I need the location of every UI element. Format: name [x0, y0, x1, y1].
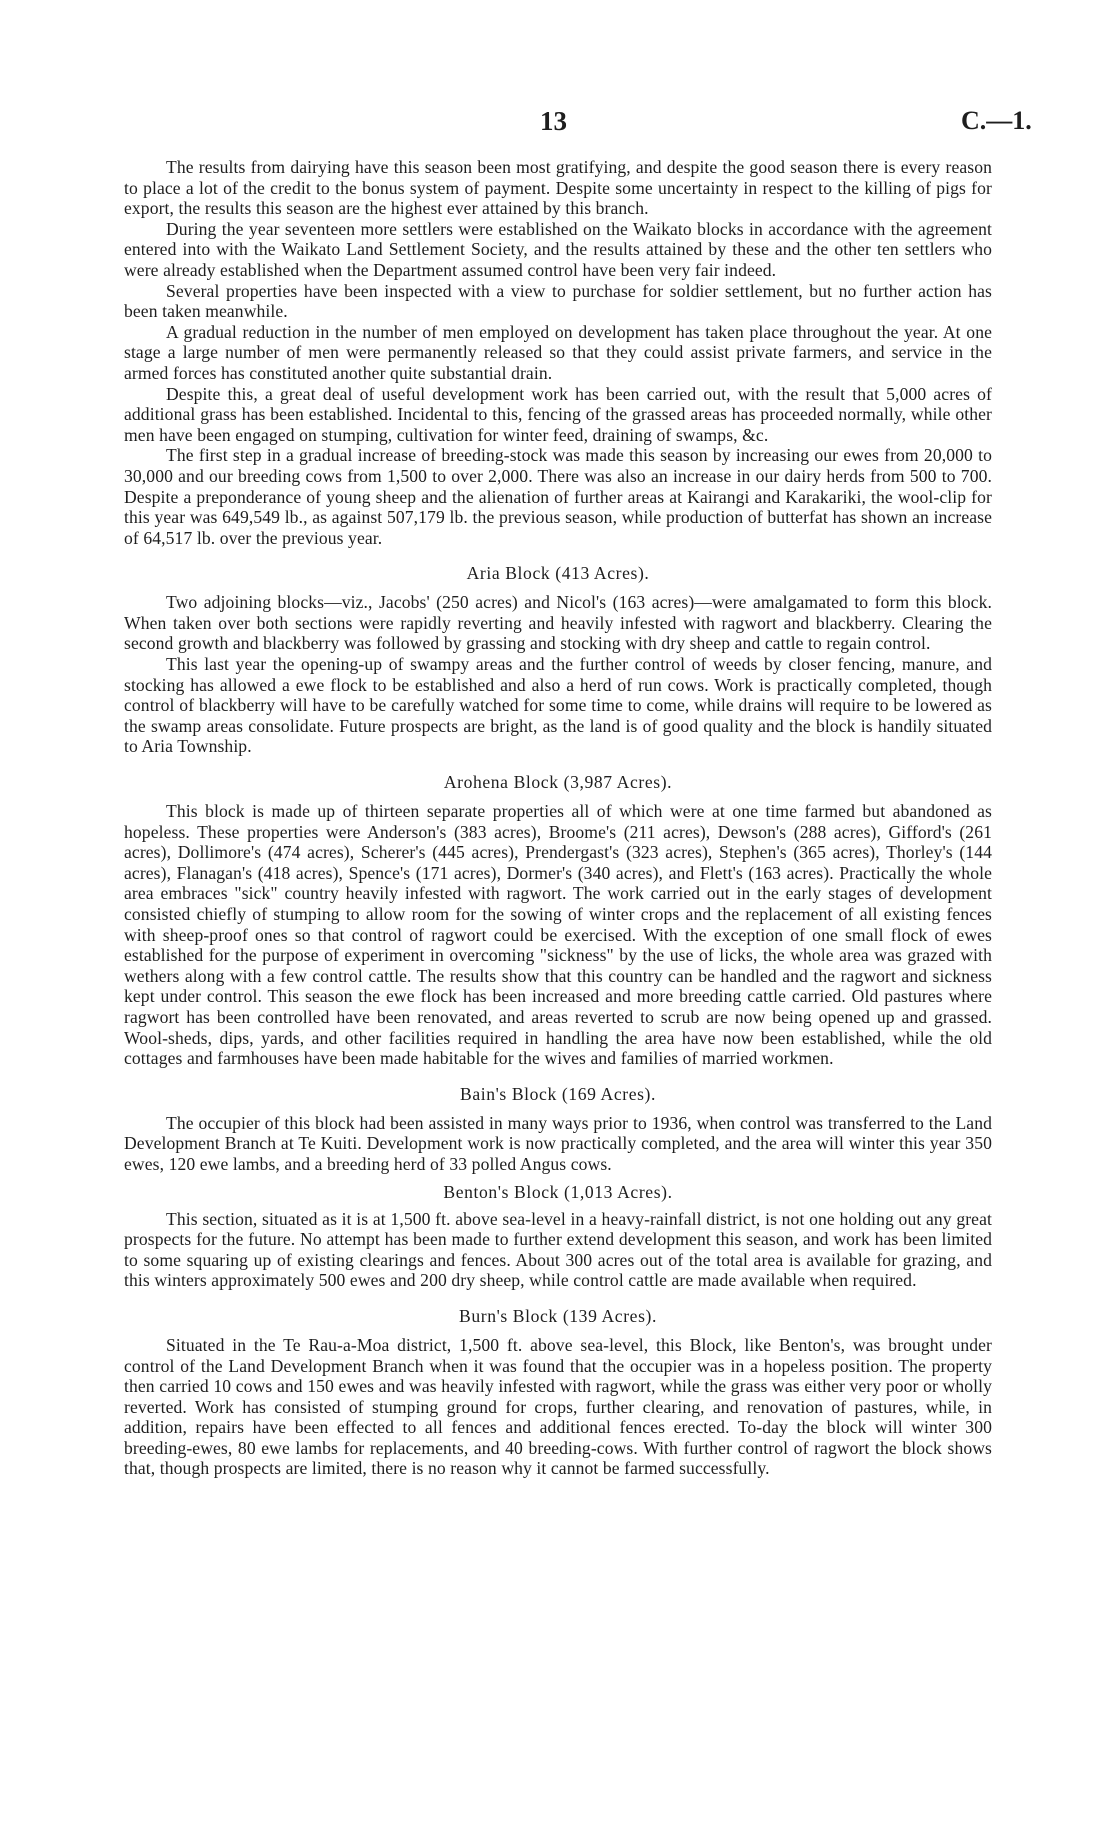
document-body: [124, 157, 992, 1479]
paragraph-bentons-1: This section, situated as it is at 1,500 ft. above sea-level in a heavy-rainfall district, is not one holding out any great prospects for the future. No attempt has been made to further extend development this season, and work has been limited to some squaring up of existing clearings and fences. About 300 acres out of the total area is available for grazing, and this winters approximately 500 ewes and 200 dry sheep, while control cattle are made available when required.: [124, 1208, 992, 1291]
section-heading-bentons-block: Benton's Block (1,013 Acres).: [443, 1181, 673, 1202]
paragraph-dairying: The results from dairying have this season been most gratifying, and despite the good season there is every reason to place a lot of the credit to the bonus system of payment. Despite some uncertainty in respect to the killing of pigs for export, the results this season are the highest ever attained by this branch.: [124, 157, 992, 219]
paragraph-soldier-settlement: Several properties have been inspected with a view to purchase for soldier settlement, but no further action has been taken meanwhile.: [124, 280, 992, 322]
section-heading-burns-block: Burn's Block (139 Acres).: [459, 1305, 657, 1326]
section-heading-arohena-block: Arohena Block (3,987 Acres).: [443, 772, 673, 793]
section-heading-bains-block: Bain's Block (169 Acres).: [459, 1083, 657, 1104]
paragraph-aria-2: This last year the opening-up of swampy areas and the further control of weeds by closer fencing, manure, and stocking has allowed a ewe flock to be established and also a herd of run cows. Work is practically completed, though control of blackberry will have to be carefully watched for some time to come, while drains will require to be lowered as the swamp areas consolidate. Future prospects are bright, as the land is of good quality and the block is handily situated to Aria Township.: [124, 654, 992, 757]
paragraph-development-work: Despite this, a great deal of useful development work has been carried out, with the result that 5,000 acres of additional grass has been established. Incidental to this, fencing of the grassed areas has proceeded normally, while other men have been engaged on stumping, cultivation for winter feed, draining of swamps, &c.: [124, 383, 992, 445]
page-header: [0, 106, 1114, 140]
paragraph-waikato-settlers: During the year seventeen more settlers were established on the Waikato blocks in accordance with the agreement entered into with the Waikato Land Settlement Society, and the results attained by these and the other ten settlers who were already established when the Department assumed control have been very fair indeed.: [124, 218, 992, 280]
paragraph-arohena-1: This block is made up of thirteen separate properties all of which were at one time farmed but abandoned as hopeless. These properties were Anderson's (383 acres), Broome's (211 acres), Dewson's (288 acres), Gifford's (261 acres), Dollimore's (474 acres), Scherer's (445 acres), Prendergast's (323 acres), Stephen's (365 acres), Thorley's (144 acres), Flanagan's (418 acres), Spence's (171 acres), Dormer's (340 acres), and Flett's (163 acres). Practically the whole area embraces "sick" country heavily infested with ragwort. The work carried out in the early stages of development consisted chiefly of stumping to allow room for the sowing of winter crops and the replacement of all existing fences with sheep-proof ones so that control of ragwort could be exercised. With the exception of one small flock of ewes established for the purpose of experiment in overcoming "sickness" by the use of licks, the whole area was grazed with wethers along with a few control cattle. The results show that this country can be handled and the ragwort and sickness kept under control. This season the ewe flock has been increased and more breeding cattle carried. Old pastures where ragwort has been controlled have been renovated, and areas reverted to scrub are now being opened up and grassed. Wool-sheds, dips, yards, and other facilities required in handling the area have now been established, while the old cottages and farmhouses have been made habitable for the wives and families of married workmen.: [124, 801, 992, 1069]
paragraph-men-employed: A gradual reduction in the number of men employed on development has taken place throughout the year. At one stage a large number of men were permanently released so that they could assist private farmers, and service in the armed forces has constituted another quite substantial drain.: [124, 321, 992, 383]
paragraph-aria-1: Two adjoining blocks—viz., Jacobs' (250 acres) and Nicol's (163 acres)—were amalgamated to form this block. When taken over both sections were rapidly reverting and heavily infested with ragwort and blackberry. Clearing the second growth and blackberry was followed by grassing and stocking with dry sheep and cattle to regain control.: [124, 592, 992, 654]
paragraph-breeding-stock: The first step in a gradual increase of breeding-stock was made this season by increasing our ewes from 20,000 to 30,000 and our breeding cows from 1,500 to over 2,000. There was also an increase in our dairy herds from 500 to 700. Despite a preponderance of young sheep and the alienation of further areas at Kairangi and Karakariki, the wool-clip for this year was 649,549 lb., as against 507,179 lb. the previous season, while production of butterfat has shown an increase of 64,517 lb. over the previous year.: [124, 445, 992, 548]
document-reference: C.—1.: [961, 106, 1032, 135]
paragraph-bains-1: The occupier of this block had been assisted in many ways prior to 1936, when control was transferred to the Land Development Branch at Te Kuiti. Development work is now practically completed, and the area will winter this year 350 ewes, 120 ewe lambs, and a breeding herd of 33 polled Angus cows.: [124, 1112, 992, 1174]
paragraph-burns-1: Situated in the Te Rau-a-Moa district, 1,500 ft. above sea-level, this Block, like Benton's, was brought under control of the Land Development Branch when it was found that the occupier was in a hopeless position. The property then carried 10 cows and 150 ewes and was heavily infested with ragwort, while the grass was either very poor or wholly reverted. Work has consisted of stumping ground for crops, further clearing, and renovation of pastures, while, in addition, repairs have been effected to all fences and additional fences erected. To-day the block will winter 300 breeding-ewes, 80 ewe lambs for replacements, and 40 breeding-cows. With further control of ragwort the block shows that, though prospects are limited, there is no reason why it cannot be farmed successfully.: [124, 1334, 992, 1479]
page-number: 13: [540, 106, 567, 136]
section-heading-aria-block: Aria Block (413 Acres).: [466, 563, 650, 584]
